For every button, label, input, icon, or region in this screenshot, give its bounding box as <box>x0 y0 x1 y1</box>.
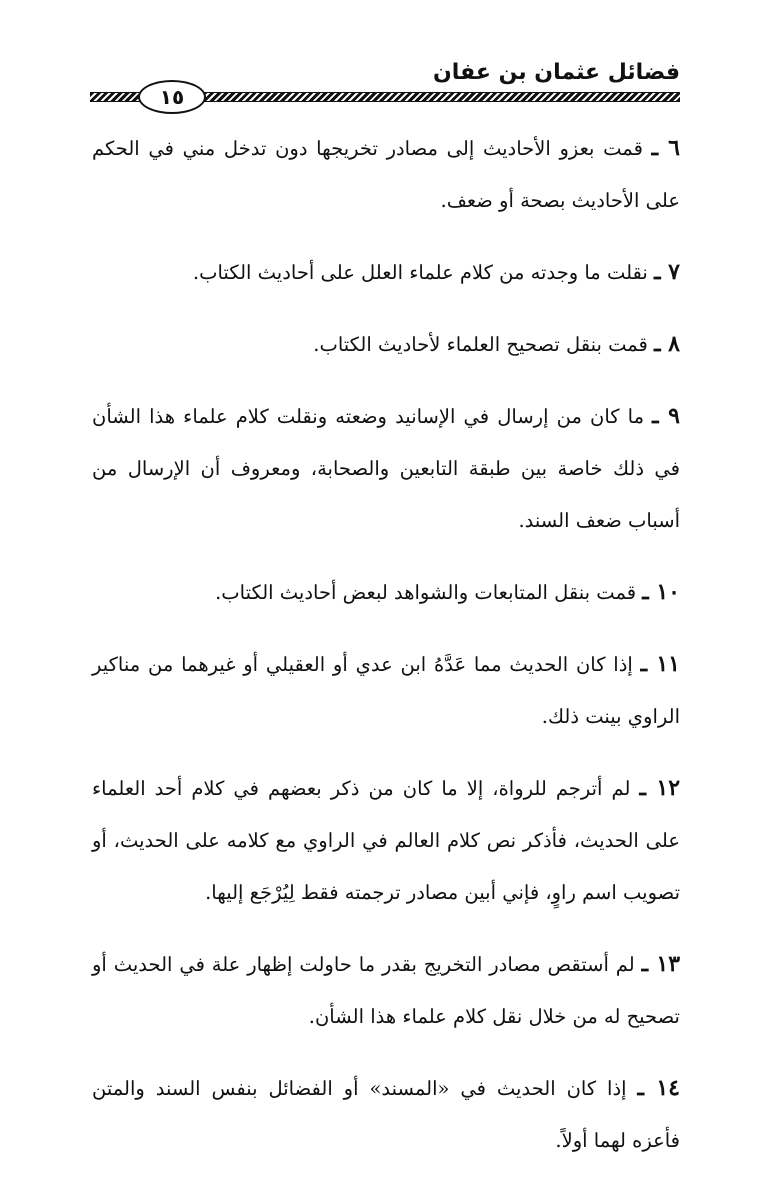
list-item <box>92 566 680 619</box>
list-item <box>92 762 680 919</box>
item-number: ١٠ ـ <box>642 579 680 605</box>
item-text: قمت بنقل تصحيح العلماء لأحاديث الكتاب. <box>313 333 648 356</box>
item-number: ٦ ـ <box>651 135 680 161</box>
list-item <box>92 390 680 547</box>
item-number: ٧ ـ <box>654 259 680 285</box>
item-text: ما كان من إرسال في الإسانيد وضعته ونقلت كلام علماء هذا الشأن في ذلك خاصة بين طبقة التابعين والصحابة، ومعروف أن الإرسال من أسباب ضعف السند. <box>92 405 680 532</box>
item-text: إذا كان الحديث في «المسند» أو الفضائل بنفس السند والمتن فأعزه لهما أولاً. <box>92 1077 680 1152</box>
page-body <box>92 122 680 1186</box>
item-text: لم أستقص مصادر التخريج بقدر ما حاولت إظهار علة في الحديث أو تصحيح له من خلال نقل كلام علماء هذا الشأن. <box>92 953 680 1028</box>
item-number: ٩ ـ <box>652 403 680 429</box>
item-text: لم أترجم للرواة، إلا ما كان من ذكر بعضهم في كلام أحد العلماء على الحديث، فأذكر نص كلام العالم في الراوي مع كلامه على الحديث، أو تصويب اسم راوٍ، فإني أبين مصادر ترجمته فقط لِيُرْجَع إليها. <box>92 777 680 904</box>
item-number: ١٤ ـ <box>637 1075 680 1101</box>
book-title: فضائل عثمان بن عفان <box>433 60 680 85</box>
list-item <box>92 122 680 227</box>
page-number: ١٥ <box>138 80 206 114</box>
list-item <box>92 638 680 743</box>
list-item <box>92 938 680 1043</box>
item-number: ١٢ ـ <box>639 775 681 801</box>
item-text: قمت بعزو الأحاديث إلى مصادر تخريجها دون تدخل مني في الحكم على الأحاديث بصحة أو ضعف. <box>92 137 680 212</box>
list-item <box>92 1062 680 1167</box>
item-number: ٨ ـ <box>654 331 680 357</box>
page-header <box>90 58 680 110</box>
item-text: قمت بنقل المتابعات والشواهد لبعض أحاديث الكتاب. <box>215 581 637 604</box>
item-number: ١١ ـ <box>640 651 680 677</box>
item-number: ١٣ ـ <box>641 951 681 977</box>
item-text: إذا كان الحديث مما عَدَّهُ ابن عدي أو العقيلي أو غيرهما من مناكير الراوي بينت ذلك. <box>92 653 680 728</box>
list-item <box>92 318 680 371</box>
item-text: نقلت ما وجدته من كلام علماء العلل على أحاديث الكتاب. <box>192 261 648 284</box>
list-item <box>92 246 680 299</box>
